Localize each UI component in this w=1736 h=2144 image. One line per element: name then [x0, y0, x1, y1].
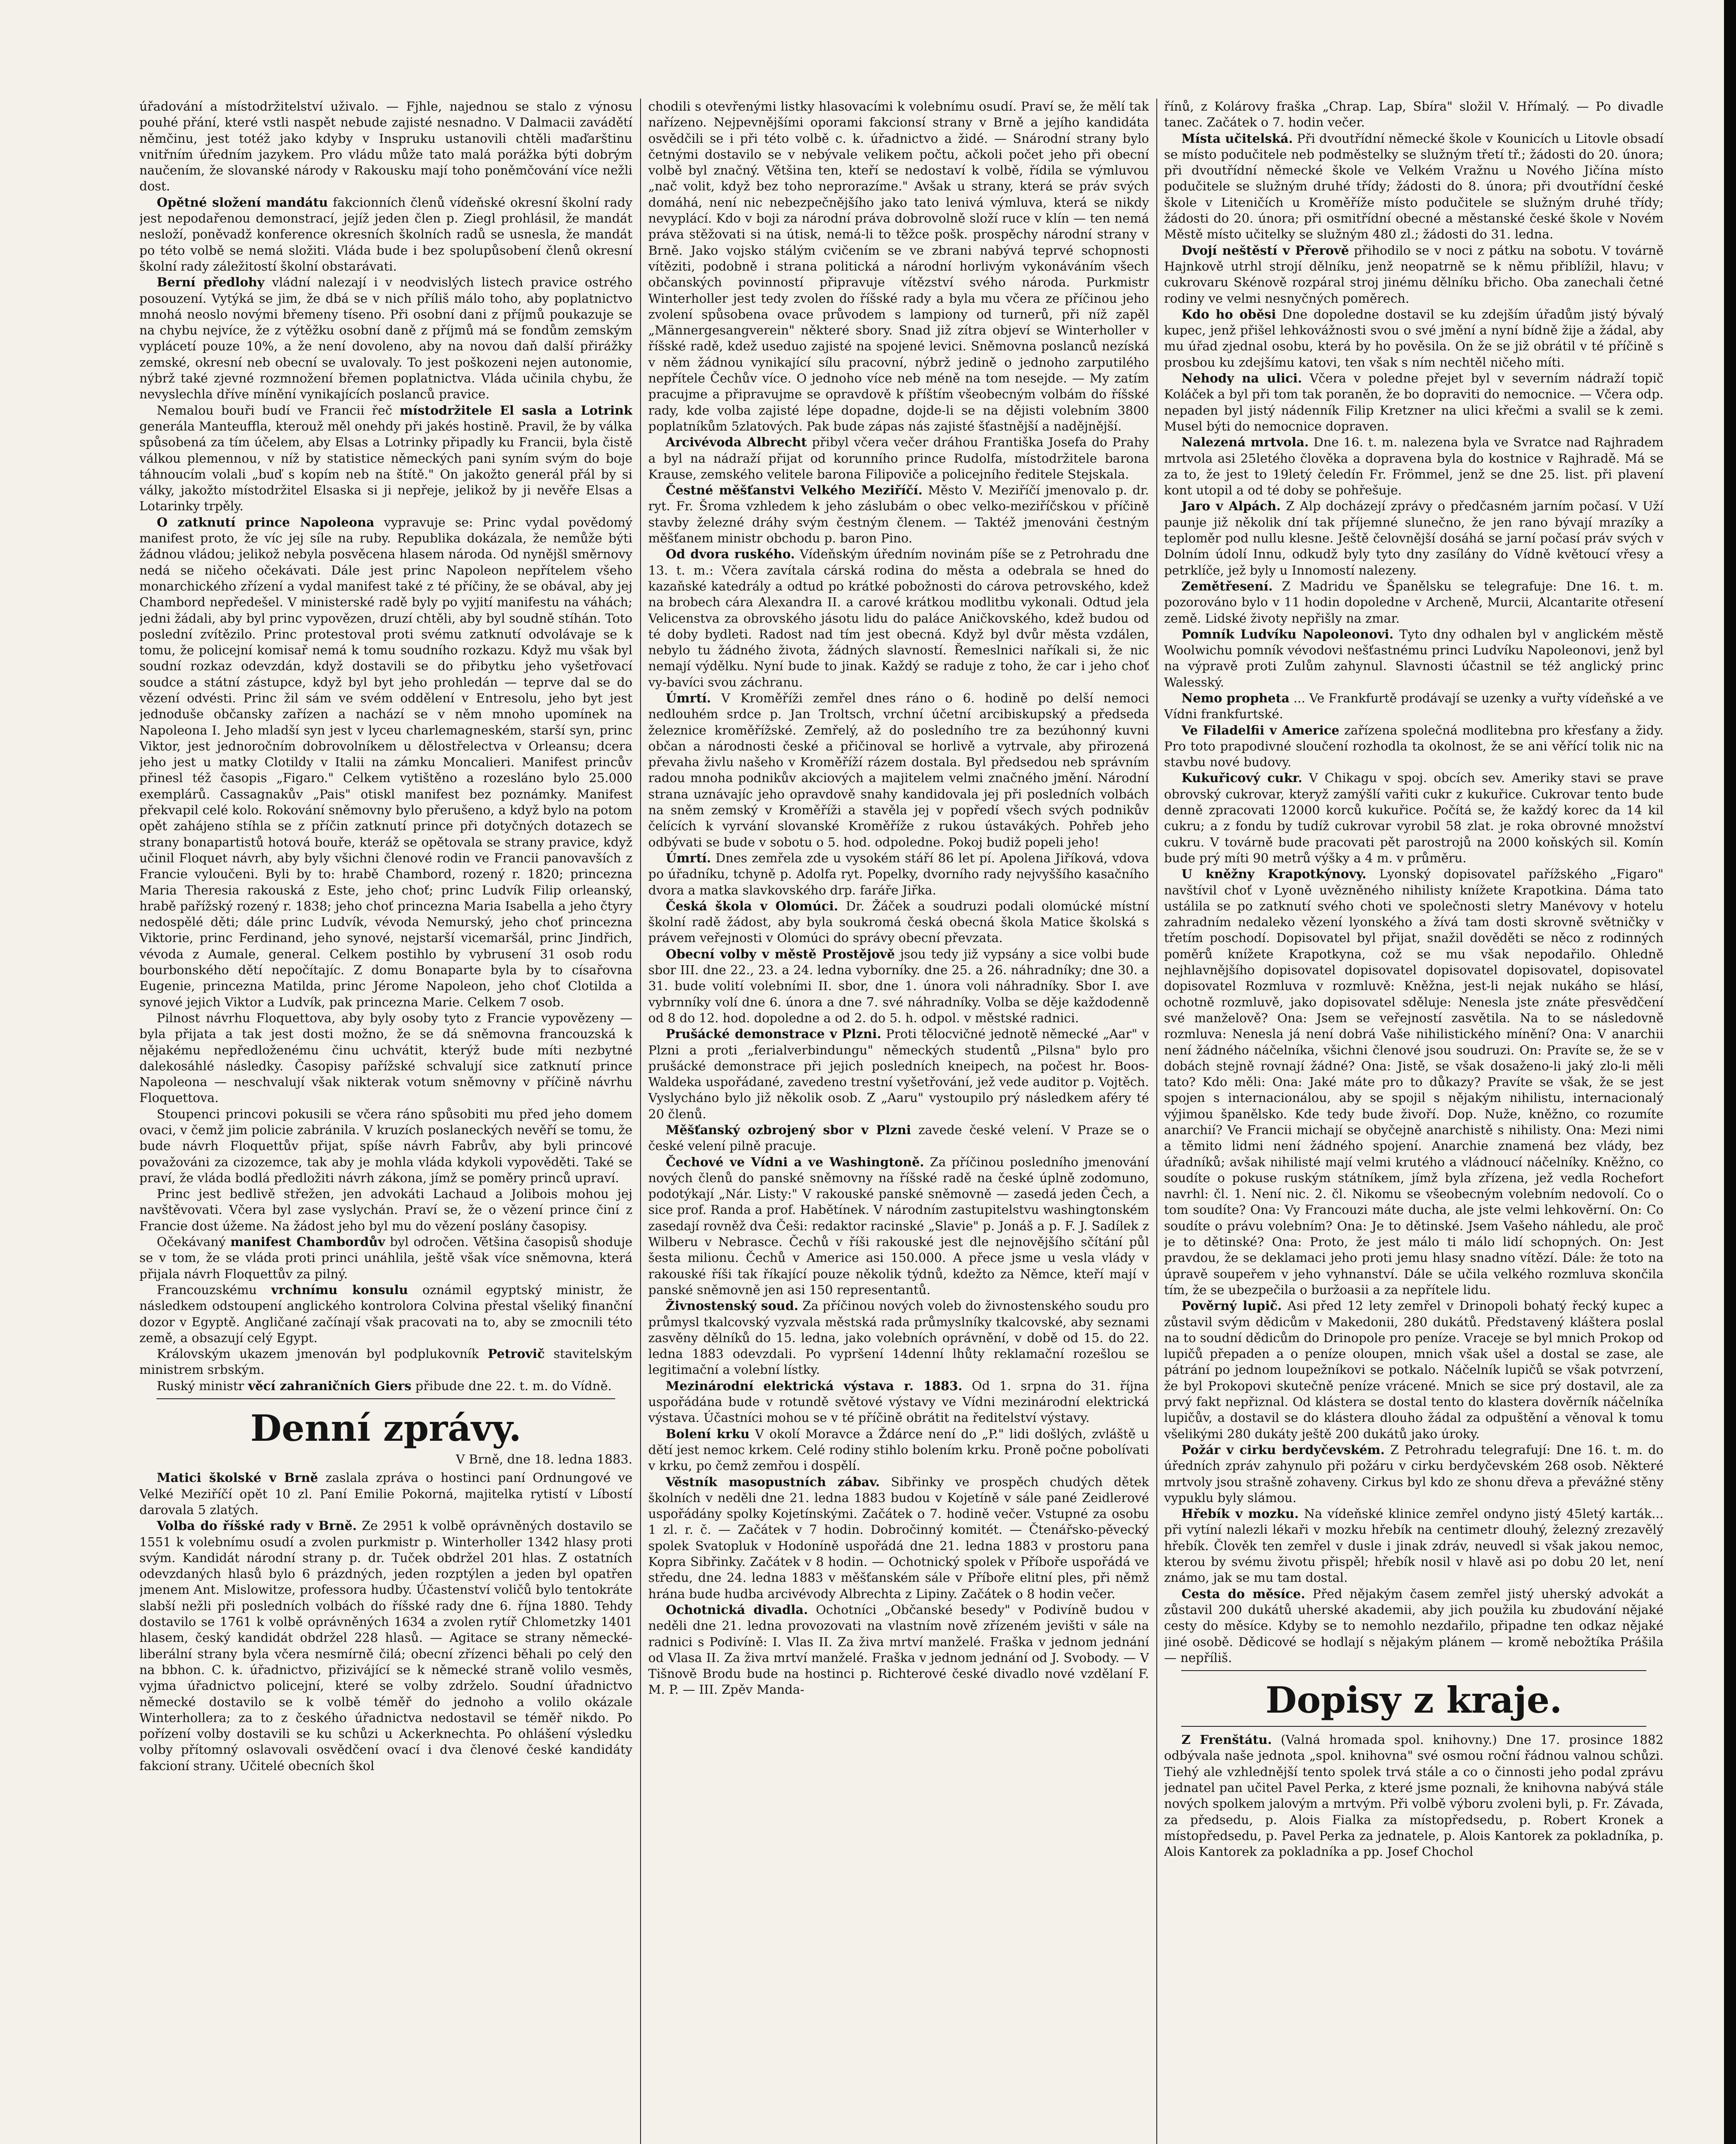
- article-headline: Čechové ve Vídni a ve Washingtoně.: [665, 1154, 924, 1169]
- article-headline: věcí zahraničních Giers: [248, 1378, 412, 1393]
- article-headline: Kdo ho oběsi: [1181, 307, 1276, 322]
- article-headline: Petrovič: [487, 1346, 545, 1361]
- section-heading: Dopisy z kraje.: [1265, 1679, 1562, 1722]
- article-headline: Opětné složení mandátu: [156, 195, 328, 210]
- article-paragraph: Obecní volby v městě Prostějově jsou tedy již vypsány a sice volbi bude sbor III. dne 22., 23. a 24. ledna vyborníky. dne 25. a 26. náhradníky; dne 30. a 31. bude volití volebními II. sbor, dne 1. února voli náhradníky. Sbor I. ave vybrnníky volí dne 6. února a dne 7. své náhradníky. Volba se děje každodenně od 8 do 12. hod. dopoledne a od 2. do 5. h. odpol. v městské radnici.: [648, 946, 1149, 1025]
- article-paragraph: Pomník Ludvíku Napoleonovi. Tyto dny odhalen byl v anglickém městě Woolwichu pomník vévodovi nešťastnému princi Ludvíku Napoleonovi, jenž byl na výpravě proti Zulům zahynul. Slavnosti účastnil se též anglický princ Walesský.: [1164, 626, 1664, 690]
- article-paragraph: Česká škola v Olomúci. Dr. Žáček a soudruzi podali olomúcké místní školní radě žádost, aby byla soukromá česká obecná škola Matice školská s právem veřejnosti v Olomúci do správy obecní převzata.: [648, 898, 1149, 946]
- article-paragraph: Pilnost návrhu Floquettova, aby byly osoby tyto z Francie vypovězeny — byla přijata a tak jest dosti možno, že se dá sněmovna francouzská k nějakému nepředloženému činu uchvátit, kterýž bude míti nezbytné dalekosáhlé následky. Časopisy pařížské schvalují sice zatknutí prince Napoleona — neschvalují však nikterak votum sněmovny v příčině návrhu Floquettova.: [139, 1010, 632, 1105]
- article-headline: Nalezená mrtvola.: [1181, 435, 1309, 450]
- article-headline: Místa učitelská.: [1181, 131, 1293, 146]
- article-paragraph: Ochotnická divadla. Ochotníci „Občanské besedy" v Podivíně budou v neděli dne 21. ledna provozovati na vlastním nově zřízeném jevišti v sále na radnici s Podivíně: I. Vlas II. Za živa mrtví manželé. Fraška v jednom jednání od Vlasa II. Za živa mrtví manželé. Fraška v jednom jednání od J. Svobody. — V Tišnově Brodu bude na hostinci p. Richterové české divadlo nové vzdělaní F. M. P. — III. Zpěv Manda-: [648, 1602, 1149, 1697]
- article-paragraph: Dvojí neštěstí v Přerově přihodilo se v noci z pátku na sobotu. V továrně Hajnkově utrhl strojí dělníku, jenž neopatrně se k němu přiblížil, hlavu; v cukrovaru Skénově rozpáral stroj jinému dělníku břicho. Oba zanechali četné rodiny ve velmi nesnyčných poměrech.: [1164, 243, 1664, 306]
- article-paragraph: Jaro v Alpách. Z Alp docházejí zprávy o předčasném jarním počasí. V Uží paunje již několik dní tak příjemné slunečno, že jen rano bývají mrazíky a teploměr pod nullu klesne. Ještě čelovnější dosáhá se jarní počasí práv svých v Dolním údolí Innu, odkudž byly tyto dny zasílány do Vídně květoucí vřesy a petrklíče, jež byly u Innomostí nalezeny.: [1164, 499, 1664, 578]
- article-headline: Bolení krku: [665, 1426, 750, 1441]
- article-paragraph: Berní předlohy vládní nalezají i v neodvislých listech pravice ostrého posouzení. Vytýká se jim, že dbá se v nich příliš málo toho, aby poplatnictvo mnohá neoslo novými břemeny tíseno. Při osobní dani z příjmů poukazuje se na chybu nejvíce, že z výtěžku osobní daně z příjmů má se fondům zemským vyplácetí pouze 10%, a že není dovoleno, aby na novou daň další přirážky zemské, okresní neb obecní se uvalovaly. To jest poškozeni nejen autonomie, nýbrž také zjevné rozmnožení břemen poplatnictva. Vláda učinila chybu, že nevyslechla dříve mínění vynikajících poslanců pravice.: [139, 275, 632, 402]
- article-paragraph: Opětné složení mandátu fakcionních členů vídeňské okresní školní rady jest nepodařenou demonstrací, jejíž jeden člen p. Ziegl prohlásil, že mandát nesloží, poněvadž konference okresních školních radů se usnesla, že mandát po této volbě se nemá složiti. Vláda bude i bez spolupůsobení členů okresní školní rady záležitostí školní obstarávati.: [139, 195, 632, 274]
- article-paragraph: Čechové ve Vídni a ve Washingtoně. Za příčinou posledního jmenování nových členů do panské sněmovny na říšské radě na české úplně zodomuno, podotýkají „Nár. Listy:" V rakouské panské sněmovně — zasedá jeden Čech, a sice prof. Randa a prof. Habětínek. V národním zastupitelstvu washingtonském zasedají rovněž dva Češi: redaktor racinské „Slavie" p. Jonáš a p. F. J. Sadílek z Wilberu v Nebrasce. Čechů v říši rakouské jest dle nejnovějšího sčítání půl šesta milionu. Čechů v Americe asi 150.000. A přece jsme u vesla vlády v rakouské říši tak říkající pouze několik týdnů, kdežto za Němce, kteří mají v panské sněmovně jen asi 150 representantů.: [648, 1154, 1149, 1297]
- article-headline: Prušácké demonstrace v Plzni.: [665, 1027, 882, 1042]
- column-3: [1164, 99, 1664, 2144]
- article-paragraph: Prušácké demonstrace v Plzni. Proti tělocvičné jednotě německé „Aar" v Plzni a proti „ferialverbindungu" německých studentů „Pilsna" bylo pro prušácké demonstrace při jejich posledních kneipech, na počest hr. Boos-Waldeka uspořádané, zavedeno trestní vyšetřování, jež vede auditor p. Vojtěch. Vyslycháno bylo již několik osob. Z „Aaru" vystoupilo prý následkem aféry té 20 členů.: [648, 1027, 1149, 1121]
- article-headline: U kněžny Krapotkýnovy.: [1181, 867, 1366, 882]
- article-headline: Požár v cirku berdyčevském.: [1181, 1442, 1385, 1457]
- scan-edge: [1724, 0, 1736, 2144]
- section-divider: [1181, 1670, 1646, 1671]
- article-paragraph: Od dvora ruského. Vídeňským úředním novinám píše se z Petrohradu dne 13. t. m.: Včera zavítala cárská rodina do města a odebrala se hned do kazaňské katedrály a odtud po krátké pobožnosti do cárova petrovského, kdež na brobech cára Alexandra II. a carové krátkou modlitbu vykonali. Odtud jela Velicenstva za obrovského jásotu lidu do paláce Aničkovského, kdež budou od té doby bydleti. Radost nad tím jest obecná. Když byl dvůr města vzdálen, nebylo tu žádného života, žádných slavností. Řemeslnici naříkali si, že nic nemají výdělku. Nyní bude to jinak. Každý se raduje z toho, že car i jeho choť vy-bavíci svou záchranu.: [648, 547, 1149, 690]
- article-paragraph: chodili s otevřenými listky hlasovacími k volebnímu osudí. Praví se, že mělí tak nařízeno. Nejpevnějšími oporami fakcionsí strany v Brně a jejího kandidáta osvědčili se i při této volbě c. k. úřadnictvo a židé. — Snárodní strany bylo četnými dostavilo se v nebývale velikem počtu, ačkoli počet jeho při obecní volbě byl značný. Většina ten, kteří se nedostaví k volbě, řídila se výmluvou „nač volit, když bez toho neprorazíme." Avšak u strany, která se práv svých domáhá, není nic nebezpečnějšího jako tato lenivá výmluva, která se nikdy nevyplácí. Kdo v boji za národní práva dobrovolně složí ruce v klín — ten nemá práva stěžovati si na útisk, nemá-li to těžce pošk. prospěchy národní strany v Brně. Jako vojsko stálým cvičením se ve zbrani nabývá teprvé schopnosti vítěziti, podobně i strana politická a národní horlivým vykonáváním všech občanských povinností připravuje vítězství svého národa. Purkmistr Winterholler jest tedy zvolen do říšské rady a byla mu včera ze příčinou jeho zvolení spůsobena ovace průvodem s lampiony od turnerů, při níž zapěl „Männergesangverein" některé sbory. Snad již zítra objeví se Winterholler v říšské radě, kdež useduo zajisté na spojené levici. Sněmovna poslanců nezíská v něm žádnou vynikající sílu pracovní, nýbrž jedině o jednoho zarputilého nepřítele Čechův více. O jednoho více neb méně na tom nesejde. — My zatím pracujme a připravujme se opravdově k příštím všeobecným volbám do říšské rady, kde volba zajisté lépe dopadne, dojde-li se na dějisti volebním 3800 poplatníkům 5zlatových. Pak bude zápas nás zajisté šťastnější a nadějnější.: [648, 99, 1149, 434]
- article-paragraph: Nalezená mrtvola. Dne 16. t. m. nalezena byla ve Svratce nad Rajhradem mrtvola asi 25letého člověka a dopravena byla do kostnice v Rajhradě. Má se za to, že jest to 19letý čeledín Fr. Frömmel, jenž se dne 25. list. při plavení kont utopil a od té doby se pohřešuje.: [1164, 435, 1664, 498]
- article-headline: Kukuřicový cukr.: [1181, 771, 1303, 786]
- article-paragraph: Čestné měšťanstvi Velkého Meziříčí. Město V. Meziříčí jmenovalo p. dr. ryt. Fr. Šroma vzhledem k jeho záslubám o obec velko-meziříčskou v příčině stavby železné dráhy svým čestným členem. — Taktéž jmenováni čestným měšťanem ministr obchodu p. baron Pino.: [648, 483, 1149, 546]
- article-paragraph: Zemětřesení. Z Madridu ve Španělsku se telegrafuje: Dne 16. t. m. pozorováno bylo v 11 hodin dopoledne v Archeně, Murcii, Alcantarite otřesení země. Lidské životy nepřišly na zmar.: [1164, 578, 1664, 626]
- article-paragraph: Místa učitelská. Při dvoutřídní německé škole v Kounicích u Litovle obsadí se místo podučitele neb podměstelky se služným třetí tř.; žádosti do 20. února; při dvoutřídní německé škole ve Velkém Vražnu u Nového Jičína místo podučitele se služným druhé třídy; žádosti do 8. února; při dvoutřídní české škole v Liteničích u Kroměříže místo podučitele se služným druhé třídy; žádosti do 20. února; při osmitřídní obecné a městanské české škole v Novém Městě místo učitelky se služným 480 zl.; žádosti do 31. ledna.: [1164, 131, 1664, 242]
- article-headline: Pomník Ludvíku Napoleonovi.: [1181, 626, 1394, 641]
- article-headline: Pověrný lupič.: [1181, 1298, 1282, 1313]
- column-rule: [1156, 99, 1157, 2144]
- article-headline: Volba do říšské rady v Brně.: [156, 1518, 357, 1533]
- article-paragraph: Požár v cirku berdyčevském. Z Petrohradu telegrafují: Dne 16. t. m. do úředních zpráv zahynulo při požáru v cirku berdyčevském 268 osob. Některé mrtvoly jsou strašně zohaveny. Cirkus byl kdo ze shonu dřeva a převážné stěny vypuklu byly slámou.: [1164, 1442, 1664, 1505]
- article-paragraph: Věstník masopustních zábav. Sibřinky ve prospěch chudých dětek školních v neděli dne 21. ledna 1883 budou v Kojetíně v sále pané Zeidlerové uspořádány spolky Kojetínskými. Začátek o 7. hodině večer. Vstupné za osobu 1 zl. r. č. — Začátek v 7 hodin. Dobročinný komitét. — Čtenářsko-pěvecký spolek Svatopluk v Hodoníně uspořádá dne 21. ledna 1883 v prostoru pana Kopra Sibřinky. Začátek v 8 hodin. — Ochotnický spolek v Příboře uspořádá ve středu, dne 24. ledna 1883 v měšťanském sále v Příboře elitní ples, při němž hrána bude hudba arcivévody Albrechta z Lipiny. Začátek o 8 hodin večer.: [648, 1474, 1149, 1601]
- article-paragraph: Cesta do měsíce. Před nějakým časem zemřel jistý uherský advokát a zůstavil 200 dukátů uherské akademii, aby jich použila ku zbudování nějaké cesty do měsíce. Kdyby se to nemohlo nezdařilo, připadne ten odkaz nějaké jiné osobě. Dědicové se hodlají s nějakým plánem — kromě nebožtíka Prášila — nepříliš.: [1164, 1586, 1664, 1665]
- article-paragraph: Z Frenštátu. (Valná hromada spol. knihovny.) Dne 17. prosince 1882 odbývala naše jednota „spol. knihovna" své osmou roční řádnou valnou schůzi. Tiehý ale vzhlednější tento spolek trvá stále a co o činnosti jeho podal zprávu jednatel pan učitel Pavel Perka, z které jsme poznali, že knihovna nabývá stále nových spolkem jalovým a mrtvým. Při volbě výboru zvoleni byli, p. Fr. Závada, za předsedu, p. Alois Fialka za místopředsedu, p. Robert Kronek a místopředsedu, p. Pavel Perka za jednatele, p. Alois Kantorek za pokladníka, p. Alois Kantorek za pokladníka a pp. Josef Chochol: [1164, 1732, 1664, 1859]
- section-divider: [156, 1398, 615, 1399]
- article-headline: Česká škola v Olomúci.: [665, 898, 838, 913]
- article-paragraph: U kněžny Krapotkýnovy. Lyonský dopisovatel pařížského „Figaro" navštívil choť v Lyoně uvězněného nihilisty knížete Krapotkina. Dáma tato ustálila se po zatknutí svého choti ve společnosti sletry Manévovy v hotelu zahradním nedaleko vězení lyonského a žívá tam dosti skrovně světničky v třetím poschodí. Dopisovatel byl přijat, snažil dověděti se něco z rodinných poměrů knížete Krapotkyna, což se mu však nepodařilo. Ohledně nejhlavnějšího dopisovatel dopisovatel dopisovatel dopisovatel, dopisovatel dopisovatel Rozmluva v rozmluvě: Kněžna, jest-li nejak nukáho se hlásí, ochotně rozmluvě, jako dopisovatel sděluje: Nenesla jste znáte přesvědčení své manželově? Ona: Jsem se veřejností zasvětila. Na to se následovně rozmluva: Nenesla já není dobrá Vaše nihilistického mínění? Ona: V anarchii není žádného náčelníka, všichni členové jsou soudruzi. On: Pravíte se, že se v dobách stejně rovnají žádné? Ona: Jistě, se však dosaženo-li jaký zlo-li měli tato? Kdo měli: Ona: Jaké máte pro to důkazy? Pravíte se však, že se jest spojen s internacionálou, aby se spojil s nějakým nihilistu, internacionalý výjimou španělsko. Kde tedy bude živoří. Dop. Nuže, kněžno, co rozumíte anarchií? Ve Francii michají se obyčejně anarchistě s nihilisty. Ona: Mezi nimi a těmito lidmi není žádného spojení. Anarchie znamená bez vlády, bez úřadníků; avšak nihilisté mají velmi krutého a vládnoucí náčelníky. Kněžno, co soudíte o pokuse ruským státníkem, jímž byla zřízena, jež vedla Rochefort navrhl: čl. 1. Není nic. 2. čl. Nikomu se všeobecným volebním nedovolí. Co o tom soudíte? Ona: Vy Francouzi máte ducha, ale jste velmi lehkověrní. On: Co soudíte o právu volebním? Ona: Je to dětinské. Jsem Vašeho náhledu, ale proč je to dětinské? Ona: Proto, že jest málo ti málo lidí schopných. On: Jest pravdou, že se deklamaci jeho proti jemu hlasy snadno vítězí. Dále: že toto na úpravě soupeřem v jeho vyhnanství. Dále se učila velkého rozmluva skončila tím, že se ubezpečila o buržoasii a za nepřítele lidu.: [1164, 867, 1664, 1297]
- article-headline: manifest Chambordův: [230, 1235, 385, 1250]
- article-headline: Mezinárodní elektrická výstava r. 1883.: [665, 1378, 963, 1393]
- section-heading: Denní zprávy.: [250, 1407, 521, 1450]
- article-headline: Z Frenštátu.: [1181, 1732, 1272, 1747]
- article-paragraph: Pověrný lupič. Asi před 12 lety zemřel v Drinopoli bohatý řecký kupec a zůstavil svým dědicům v Makedonii, 280 dukátů. Představený kláštera poslal na to soudní dědicům do Drinopole pro peníze. Vraceje se byl mnich Prokop od lupičů přepaden a o peníze oloupen, mnich však ušel a dostal se zase, ale pátrání po jednom loupežníkovi se potkalo. Náčelník lupičů se však potvrzení, že byl Prokopovi skutečně peníze vrácené. Mnich se sice prý dostavil, ale za prvý fakt nepřiznal. Od klástera se dostal tento do klastera dověrník náčelníka lupičův, a dostavil se do klástera dlouho žádal za odpuštění a věnoval k tomu všelikými 280 dukáty ještě 200 dukátů jako úroky.: [1164, 1298, 1664, 1441]
- article-headline: Od dvora ruského.: [665, 547, 795, 562]
- article-headline: Hřebík v mozku.: [1181, 1506, 1299, 1521]
- article-headline: Ve Filadelfii v Americe: [1181, 723, 1339, 738]
- article-paragraph: O zatknutí prince Napoleona vypravuje se: Princ vydal povědomý manifest proto, že víc jej síle na ruby. Republika dokázala, že nemůže býti žádnou vládou; jelikož nebyla posvěcena hlasem národa. Od nynějšl směrnovy nedá se ničeho očekávati. Dále jest princ Napoleon nepřítelem všeho monarchického zřízení a vydal manifest také z té příčiny, že se obával, aby jej Chambord nepředešel. V ministerské radě byly po vyjití manifestu na váhách; jedni žádali, aby byl princ vypovězen, druzí chtěli, aby byl soudně stíhán. Toto poslední zvítězilo. Princ protestoval proti svému zatknutí odvolávaje se k tomu, že policejní komisař nemá k tomu soudního rozkazu. Když mu však byl soudní rozkaz odevzdán, když dostavili se do přibytku jeho vyšetřovací soudce a státní zástupce, když byl byt jeho prohledán — teprve dal se do vězení odvésti. Princ žil sám ve svém oddělení v Entresolu, jeho byt jest jednoduše občansky zařízen a nachází se v něm mnoho upomínek na Napoleona I. Jeho mladší syn jest v lyceu charlemagneském, starší syn, princ Viktor, jest jednoročním dobrovolníkem u dělostřelectva v Orleansu; dcera jeho jest u matky Clotildy v Italii na zámku Moncalieri. Manifest princův přinesl též časopis „Figaro." Celkem vytištěno a rozesláno bylo 25.000 exemplárů. Cassagnakův „Pais" otiskl manifest bez poznámky. Manifest překvapil celé kolo. Rokování sněmovny bylo přerušeno, a když bylo na potom opět zahájeno stíhla se z příčin zatknutí prince při dotyčných dotazech se strany bonapartistů hotová bouře, kteráž se opětovala se strany pravice, když učinil Floquet návrh, aby byly všichni členové rodin ve Francii panovavších z Francie vyloučeni. Byli by to: hrabě Chambord, rozený r. 1820; princezna Maria Theresia rakouská z Este, jeho choť; princ Ludvík Filip orleanský, hrabě pařížský rozený r. 1838; jeho choť princezna Maria Isabella a jeho čtyry nedospělé děti; dále princ Ludvík, vévoda Nemurský, jeho choť princezna Viktorie, princ Ferdinand, jeho synové, nejstarší vicemaršál, princ Jindřich, vévoda z Aumale, general. Celkem postihlo by vybrusení 31 osob rodu bourbonského dětí nepočítajíc. Z domu Bonaparte byla by to císařovna Eugenie, princezna Matilda, princ Jérome Napoleon, jeho choť Clotilda a synové jejich Viktor a Ludvík, pak princezna Marie. Celkem 7 osob.: [139, 515, 632, 1009]
- article-paragraph: Živnostenský soud. Za příčinou nových voleb do živnostenského soudu pro průmysl tkalcovský vyzvala městská rada průmyslníky tkalcovské, aby seznami zasvěny dělníků do 15. ledna, jako volebních oprávnění, v době od 15. do 22. ledna 1883 odevzdali. Po vypršení 14denní lhůty reklamační rozešlou se legitimační a volební lístky.: [648, 1298, 1149, 1377]
- article-paragraph: Ve Filadelfii v Americe zařízena společná modlitebna pro křesťany a židy. Pro toto prapodivné sloučení rozhodla ta okolnost, že se ani věřící tolik nic na stavbu nové budovy.: [1164, 723, 1664, 770]
- article-headline: Úmrtí.: [665, 690, 711, 705]
- article-paragraph: Princ jest bedlivě střežen, jen advokáti Lachaud a Jolibois mohou jej navštěvovati. Včera byl zase vyslychán. Praví se, že o vězení prince činí z Francie dost úžeme. Na žádost jeho byl mu do vězení poslány časopisy.: [139, 1186, 632, 1233]
- article-paragraph: Francouzskému vrchnímu konsulu oznámil egyptský ministr, že následkem odstoupení anglického kontrolora Colvina přestal všeliký finanční dozor v Egyptě. Angličané začínají však pracovati na to, aby se zmocnili této země, a obsazují celý Egypt.: [139, 1282, 632, 1345]
- article-headline: Nehody na ulici.: [1181, 371, 1302, 386]
- article-paragraph: Kukuřicový cukr. V Chikagu v spoj. obcích sev. Ameriky stavi se prave obrovský cukrovar, kteryž zamýšlí vařiti cukr z kukuřice. Cukrovar tento bude denně zpracovati 12000 korců kukuřice. Počítá se, že každý korec da 14 kil cukru; a z fondu by tudíž cukrovar vyrobil 58 zlat. je roka obrovné množství cukru. V továrně bude pracovati pět parostrojů na 2000 koňských sil. Komín bude prý míti 90 metrů výšky a 4 m. v průměru.: [1164, 771, 1664, 865]
- article-headline: Měšťanský ozbrojený sbor v Plzni: [665, 1123, 911, 1137]
- article-paragraph: Ruský ministr věcí zahraničních Giers přibude dne 22. t. m. do Vídně.: [156, 1378, 612, 1393]
- article-headline: Nemo propheta: [1181, 690, 1290, 705]
- article-headline: Jaro v Alpách.: [1181, 499, 1281, 514]
- article-paragraph: Úmrtí. Dnes zemřela zde u vysokém stáří 86 let pí. Apolena Jiříková, vdova po úřadníku, tchyně p. Adolfa ryt. Popelky, dvorního rady nejvyššího kasačního dvora a matka slavkovského drp. faráře Jiřka.: [648, 850, 1149, 897]
- article-paragraph: Stoupenci princovi pokusili se včera ráno spůsobiti mu před jeho domem ovaci, v čemž jim policie zabránila. V kruzích poslaneckých nevěří se tomu, že bude návrh Floquettův přijat, spíše návrh Fabrův, aby byli princové považováni za cizozemce, tak aby je mohla vláda kdykoli vypověděti. Také se praví, že vláda bodlá předložiti návrh zákona, jímž se poměry princů upraví.: [139, 1106, 632, 1185]
- article-paragraph: Nemalou bouři budí ve Francii řeč místodržitele El sasla a Lotrink generála Manteuffla, kterouž měl onehdy při jakés hostině. Pravil, že by válka spůsobená za tím účelem, aby Elsas a Lotrinky připadly ku Francii, byla čistě válkou plemennou, v níž by statistice německých pani syním svým do boje táhnoucím volali „buď s kopím neb na štítě." On jakožto generál přál by si války, jakožto místodržitel Elsaska si ji nepřeje, jelikož by ji nevěře Elsas a Lotarinky trpěly.: [139, 403, 632, 514]
- article-headline: Věstník masopustních zábav.: [665, 1474, 880, 1489]
- article-headline: místodržitele El sasla a Lotrink: [400, 403, 632, 418]
- article-paragraph: Bolení krku V okolí Moravce a Ždárce není do „P." lidi došlých, zvláště u dětí jest nemoc krkem. Celé rodiny stihlo bolením krku. Proně počne pobolívati v krku, po čemž zemřou i dospělí.: [648, 1426, 1149, 1473]
- article-headline: Úmrtí.: [665, 850, 711, 865]
- article-paragraph: Úmrtí. V Kroměříži zemřel dnes ráno o 6. hodině po delší nemoci nedlouhém srdce p. Jan Troltsch, vrchní účetní arcibiskupský a předseda železnice kroměřížské. Zemřelý, až do posledního tre za bezúhonný kuvni občan a národnosti české a přičinoval se horlivě a vytrvale, aby přirozená převaha živlu našeho v Kroměříží rázem dostala. Byl předsedou neb správním radou mnoha podnikův akciových a majitelem velmi značného jmění. Národní strana uznávajíc jeho opravdově snahy kandidovala jej při posledních volbách na sněm zemský v Kroměříži a stavěla jej v popředí všech svých podnikův čelících k vyrvání slovanské Kroměříže z rukou ústavákých. Pohřeb jeho odbývati se bude v sobotu o 5. hod. odpoledne. Pokoj budiž popeli jeho!: [648, 690, 1149, 849]
- article-paragraph: Kdo ho oběsi Dne dopoledne dostavil se ku zdejším úřadům jistý bývalý kupec, jenž přišel lehkovážnosti svou o své jmění a nyní bídně žije a žádal, aby mu úřad zjednal osobu, která by ho pověsila. On že se již obrátil v té příčině s prosbou ku zdejšímu katovi, ten však s ním nechtěl ničeho míti.: [1164, 307, 1664, 370]
- article-headline: Čestné měšťanstvi Velkého Meziříčí.: [665, 483, 923, 498]
- article-headline: Cesta do měsíce.: [1181, 1586, 1306, 1601]
- article-paragraph: Arcivévoda Albrecht přibyl včera večer dráhou Františka Josefa do Prahy a byl na nádraží přijat od korunního prince Rudolfa, místodržitele barona Krause, zemského velitele barona Filipoviče a policejního ředitele Stejskala.: [648, 435, 1149, 482]
- article-paragraph: Očekávaný manifest Chambordův byl odročen. Většina časopisů shoduje se v tom, že se vláda proti princi unáhlila, ještě však více sněmovna, která přijala návrh Floquettův za pilný.: [139, 1235, 632, 1281]
- column-1: [139, 99, 632, 2144]
- article-headline: vrchnímu konsulu: [271, 1282, 408, 1297]
- article-headline: Obecní volby v městě Prostějově: [665, 946, 895, 961]
- article-paragraph: Matici školské v Brně zaslala zpráva o hostinci paní Ordnungové ve Velké Meziříčí opět 10 zl. Paní Emilie Pokorná, majitelka rytistí v Líbostí darovala 5 zlatých.: [139, 1470, 632, 1517]
- article-headline: Zemětřesení.: [1181, 578, 1273, 593]
- article-paragraph: řínů, z Kolárovy fraška „Chrap. Lap, Sbíra" složil V. Hřímalý. — Po divadle tanec. Začátek o 7. hodin večer.: [1164, 99, 1664, 130]
- article-headline: Matici školské v Brně: [156, 1470, 318, 1485]
- article-headline: O zatknutí prince Napoleona: [156, 515, 375, 530]
- article-paragraph: úřadování a místodržitelství uživalo. — Fjhle, najednou se stalo z výnosu pouhé přání, které vstli naspět nebude zajisté nesnadno. V Dalmacii zavádětí němčinu, jest totéž jako kdyby v Inspruku ustanovili chtěli maďarštinu vnitřním úředním jazykem. Pro vládu může tato malá porážka býti dobrým naučením, že slovanské národy v Rakousku mají toho poněmčování více nežli dost.: [139, 99, 632, 194]
- column-rule: [640, 99, 641, 2144]
- article-headline: Ochotnická divadla.: [665, 1602, 808, 1617]
- article-paragraph: Hřebík v mozku. Na vídeňské klinice zemřel ondyno jistý 45letý karták... při vytíní nalezli lékaři v mozku hřebík na centimetr dlouhý, železný zrezavělý hřebík. Člověk ten zemřel v dusle i jinak zdráv, neuvedl si však jakou nemoc, kterou by svému životu přispěl; hřebík nosil v hlavě asi po dobu 20 let, není známo, jak se mu tam dostal.: [1164, 1506, 1664, 1585]
- article-paragraph: Volba do říšské rady v Brně. Ze 2951 k volbě oprávněných dostavilo se 1551 k volebnímu osudí a zvolen purkmistr p. Winterholler 1342 hlasy proti svým. Kandidát národní strany p. dr. Tuček obdržel 201 hlas. Z ostatních odevzdaných hlasů bylo 6 prázdných, jeden rozptýlen a jeden byl opatřen jmenem Ant. Mislowitze, professora hudby. Účastenství voličů bylo tentokráte slabší nežli při posledních volbách do říšské rady dne 6. října 1880. Tehdy dostavilo se 1761 k volbě oprávněných 1634 a zvolen rytíř Chlometzky 1401 hlasem, český kandidát obdržel 228 hlasů. — Agitace se strany německé-liberální strany byla včera nesmírně čilá; obecní zřízenci běhali po celý den na bbhon. C. k. úřadnictvo, přizivájící se k německé straně volilo vesměs, vyjma úřadnictvo policejní, které se volby zdrželo. Soudní úřadnictvo německé dostavilo se k volbě téměř do jednoho a volilo okázale Winterhollera; za to z českého úřadnictva nedostavil se téměř nikdo. Po pořízení volby dostavili se ku schůzi u Ackerknechta. Po ohlášení výsledku volby přítomný oslavovali osvědčení ovací i dva členové české kandidáty fakcioní strany. Učitelé obecních škol: [139, 1518, 632, 1773]
- column-2: [648, 99, 1149, 2144]
- article-headline: Arcivévoda Albrecht: [665, 435, 807, 450]
- article-paragraph: Královským ukazem jmenován byl podplukovník Petrovič stavitelským ministrem srbským.: [139, 1346, 632, 1377]
- article-paragraph: Mezinárodní elektrická výstava r. 1883. Od 1. srpna do 31. října uspořádána bude v rotundě světové výstavy ve Vídni mezinárodní elektrická výstava. Účastníci mohou se v té příčině obrátit na ředitelství výstavy.: [648, 1378, 1149, 1425]
- article-headline: Živnostenský soud.: [665, 1298, 799, 1313]
- dateline: V Brně, dne 18. ledna 1883.: [456, 1452, 632, 1467]
- article-headline: Dvojí neštěstí v Přerově: [1181, 243, 1349, 258]
- article-paragraph: Nemo propheta ... Ve Frankfurtě prodávají se uzenky a vuřty vídeňské a ve Vídni frankfurtské.: [1164, 690, 1664, 722]
- article-paragraph: Měšťanský ozbrojený sbor v Plzni zavede české velení. V Praze se o české velení pilně pracuje.: [648, 1123, 1149, 1153]
- article-paragraph: Nehody na ulici. Včera v poledne přejet byl v severním nádraží topič Koláček a byl při tom tak poraněn, že bo dopraviti do nemocnice. — Včera odp. nepaden byl jistý nádenník Filip Kretzner na ulici křečmi a svalil se k zemi. Musel býti do nemocnice dopraven.: [1164, 371, 1664, 434]
- section-divider: [1181, 1726, 1646, 1727]
- article-headline: Berní předlohy: [156, 275, 265, 290]
